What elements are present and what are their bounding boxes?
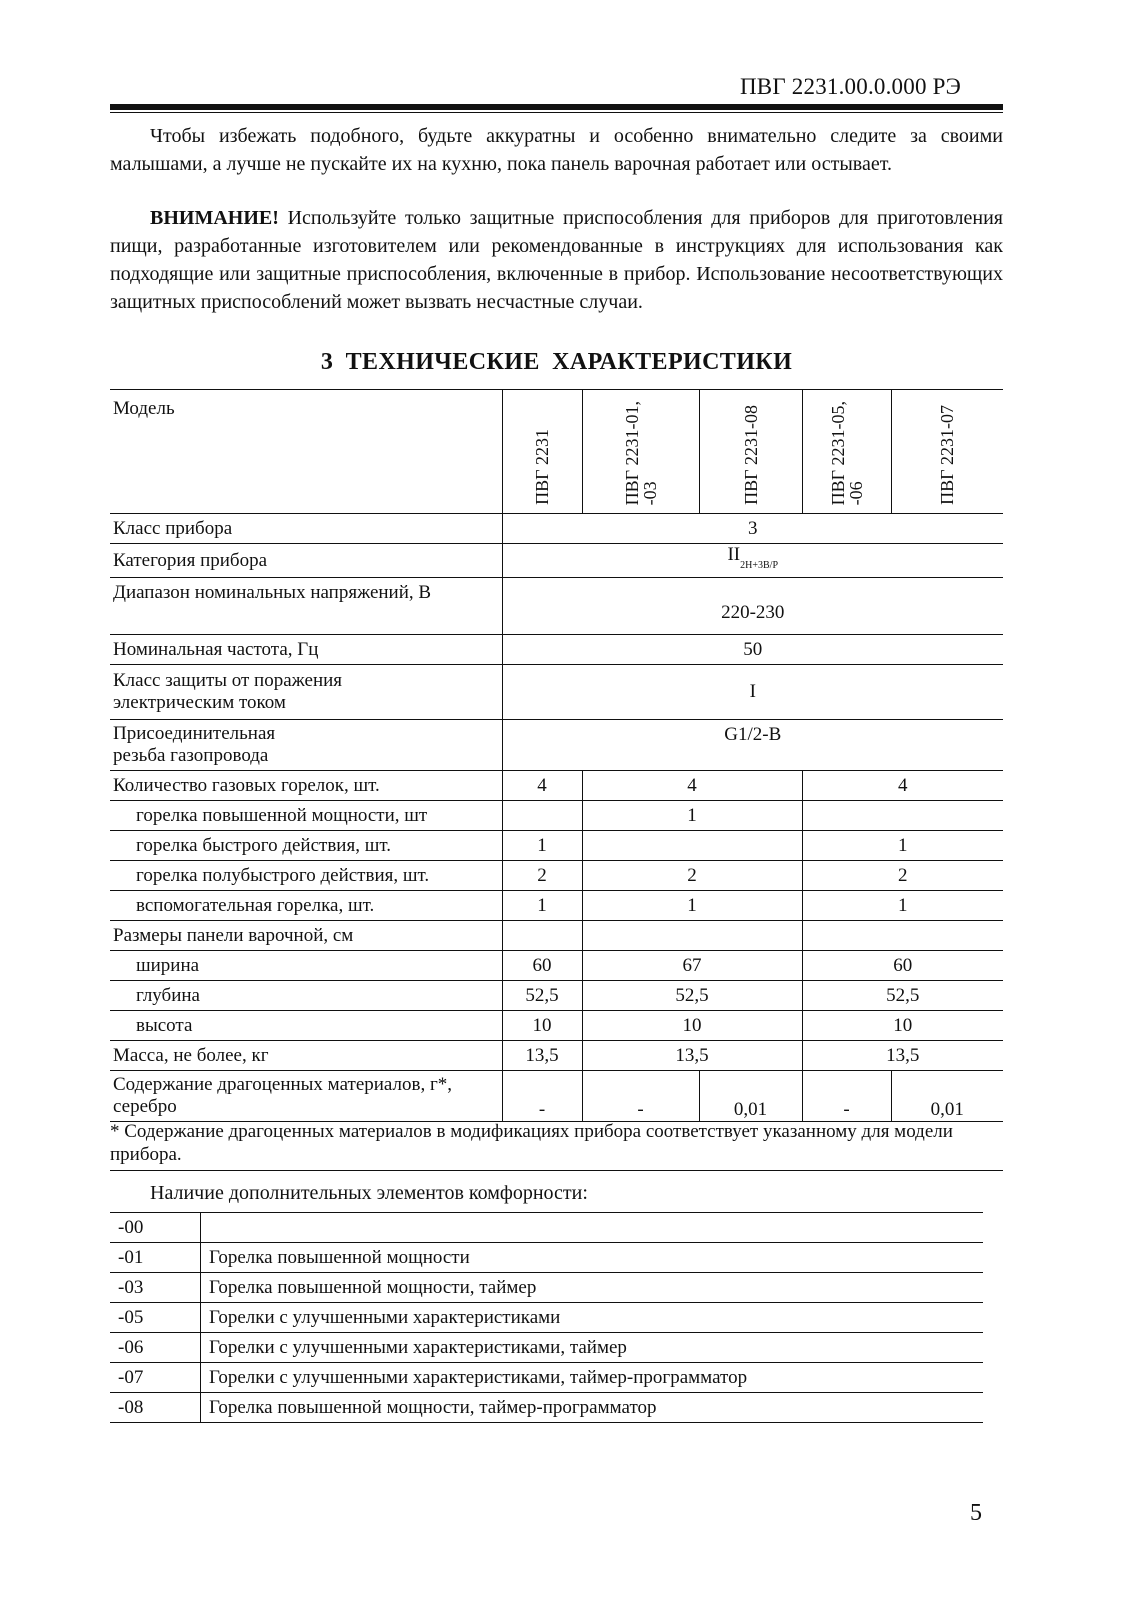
spec-row-burners xyxy=(110,771,1003,801)
cell: 2 xyxy=(802,861,1003,891)
extras-row xyxy=(110,1393,983,1423)
cell: 1 xyxy=(502,831,582,861)
row-label: ширина xyxy=(110,951,502,981)
extras-code: -03 xyxy=(110,1273,201,1303)
cell xyxy=(502,801,582,831)
cell: 52,5 xyxy=(802,981,1003,1011)
spec-row-semi-rapid xyxy=(110,861,1003,891)
extras-desc: Горелка повышенной мощности xyxy=(201,1243,984,1273)
row-value: 220-230 xyxy=(502,578,1003,635)
row-value: I xyxy=(502,665,1003,720)
spec-row-depth xyxy=(110,981,1003,1011)
model-label: Модель xyxy=(110,390,502,514)
category-subscript: 2H+3B/P xyxy=(740,560,779,571)
extras-row xyxy=(110,1213,983,1243)
cell: 1 xyxy=(502,891,582,921)
section-title: 3 ТЕХНИЧЕСКИЕ ХАРАКТЕРИСТИКИ xyxy=(320,349,793,375)
cell: 13,5 xyxy=(502,1041,582,1071)
spec-row-mass xyxy=(110,1041,1003,1071)
warning-paragraph xyxy=(110,204,1003,316)
spec-row-rapid xyxy=(110,831,1003,861)
document-code: ПВГ 2231.00.0.000 РЭ xyxy=(740,74,961,99)
model-header xyxy=(891,390,1003,514)
cell xyxy=(582,921,802,951)
row-label: вспомогательная горелка, шт. xyxy=(110,891,502,921)
extras-desc: Горелка повышенной мощности, таймер xyxy=(201,1273,984,1303)
extras-row xyxy=(110,1333,983,1363)
cell: 1 xyxy=(802,891,1003,921)
row-label: высота xyxy=(110,1011,502,1041)
cell xyxy=(502,921,582,951)
cell xyxy=(582,831,802,861)
extras-table xyxy=(110,1212,983,1423)
model-name: ПВГ 2231-05, -06 xyxy=(827,400,866,505)
cell: 60 xyxy=(802,951,1003,981)
page-number: 5 xyxy=(970,1500,982,1526)
spec-row-height xyxy=(110,1011,1003,1041)
cell: 10 xyxy=(502,1011,582,1041)
cell: - xyxy=(582,1071,699,1122)
model-header xyxy=(502,390,582,514)
extras-code: -07 xyxy=(110,1363,201,1393)
model-name: ПВГ 2231-07 xyxy=(937,405,958,505)
extras-desc: Горелки с улучшенными характеристиками xyxy=(201,1303,984,1333)
footnote: * Содержание драгоценных материалов в модификациях прибора соответствует указанному для модели прибора. xyxy=(110,1120,1003,1171)
row-label: Категория прибора xyxy=(110,544,502,578)
extras-code: -01 xyxy=(110,1243,201,1273)
row-label: горелка повышенной мощности, шт xyxy=(110,801,502,831)
cell: 13,5 xyxy=(582,1041,802,1071)
extras-desc xyxy=(201,1213,984,1243)
row-value: G1/2-B xyxy=(502,720,1003,771)
spec-row-thread xyxy=(110,720,1003,771)
row-label: горелка быстрого действия, шт. xyxy=(110,831,502,861)
cell: 0,01 xyxy=(699,1071,802,1122)
intro-paragraph: Чтобы избежать подобного, будьте аккуратны и особенно внимательно следите за своими малышами, а лучше не пускайте их на кухню, пока панель варочная работает или остывает. xyxy=(110,125,1003,175)
cell: 60 xyxy=(502,951,582,981)
extras-row xyxy=(110,1273,983,1303)
row-label-line: резьба газопровода xyxy=(113,745,269,766)
cell: 10 xyxy=(582,1011,802,1041)
cell: 2 xyxy=(582,861,802,891)
cell: 10 xyxy=(802,1011,1003,1041)
model-header xyxy=(582,390,699,514)
row-label: Номинальная частота, Гц xyxy=(110,635,502,665)
cell: 52,5 xyxy=(582,981,802,1011)
row-label: Диапазон номинальных напряжений, В xyxy=(110,578,502,635)
row-label-line: Присоединительная xyxy=(113,723,276,744)
cell: 4 xyxy=(582,771,802,801)
model-name: ПВГ 2231-08 xyxy=(740,405,761,505)
spec-row-width xyxy=(110,951,1003,981)
extras-code: -06 xyxy=(110,1333,201,1363)
warning-text: Используйте только защитные приспособления для приборов для приготовления пищи, разработанные изготовителем или рекомендованные в инструкциях для использования как подходящие или защитные приспособления, включенные в прибор. Использование несоответствующих защитных приспособлений может вызвать несчастные случаи. xyxy=(110,207,1003,313)
row-label: Масса, не более, кг xyxy=(110,1041,502,1071)
cell: 13,5 xyxy=(802,1041,1003,1071)
spec-row-model xyxy=(110,390,1003,514)
extras-desc: Горелки с улучшенными характеристиками, таймер xyxy=(201,1333,984,1363)
row-label xyxy=(110,1071,502,1122)
spec-row-protection xyxy=(110,665,1003,720)
spec-table xyxy=(110,389,1003,1122)
spec-row-category xyxy=(110,544,1003,578)
extras-desc: Горелки с улучшенными характеристиками, таймер-программатор xyxy=(201,1363,984,1393)
extras-row xyxy=(110,1303,983,1333)
model-header xyxy=(802,390,891,514)
cell: - xyxy=(802,1071,891,1122)
cell: - xyxy=(502,1071,582,1122)
model-header xyxy=(699,390,802,514)
row-label: Количество газовых горелок, шт. xyxy=(110,771,502,801)
extras-code: -00 xyxy=(110,1213,201,1243)
model-name: ПВГ 2231 xyxy=(532,429,552,505)
row-label-line: Содержание драгоценных материалов, г*, xyxy=(113,1074,453,1095)
cell: 1 xyxy=(582,801,802,831)
row-label-line: электрическим током xyxy=(113,692,286,713)
extras-code: -08 xyxy=(110,1393,201,1423)
warning-label: ВНИМАНИЕ! xyxy=(150,207,279,229)
spec-row-dimensions xyxy=(110,921,1003,951)
row-label xyxy=(110,665,502,720)
row-label: Размеры панели варочной, см xyxy=(110,921,502,951)
cell: 2 xyxy=(502,861,582,891)
spec-row-voltage xyxy=(110,578,1003,635)
extras-row xyxy=(110,1363,983,1393)
row-value xyxy=(502,544,1003,578)
extras-code: -05 xyxy=(110,1303,201,1333)
spec-row-precious xyxy=(110,1071,1003,1122)
cell: 52,5 xyxy=(502,981,582,1011)
cell: 0,01 xyxy=(891,1071,1003,1122)
cell: 1 xyxy=(802,831,1003,861)
model-name: ПВГ 2231-01, -03 xyxy=(621,400,660,505)
row-label: горелка полубыстрого действия, шт. xyxy=(110,861,502,891)
spec-row-frequency xyxy=(110,635,1003,665)
category-value: II xyxy=(727,544,741,565)
row-label xyxy=(110,720,502,771)
extras-title: Наличие дополнительных элементов комфорности: xyxy=(150,1182,588,1204)
cell: 67 xyxy=(582,951,802,981)
spec-row-aux xyxy=(110,891,1003,921)
row-label: глубина xyxy=(110,981,502,1011)
row-label: Класс прибора xyxy=(110,514,502,544)
row-value: 50 xyxy=(502,635,1003,665)
row-label-line: серебро xyxy=(113,1096,177,1117)
extras-desc: Горелка повышенной мощности, таймер-программатор xyxy=(201,1393,984,1423)
cell xyxy=(802,921,1003,951)
header-rule-thick xyxy=(110,104,1003,110)
row-value: 3 xyxy=(502,514,1003,544)
cell: 4 xyxy=(502,771,582,801)
spec-row-high-power xyxy=(110,801,1003,831)
cell xyxy=(802,801,1003,831)
row-label-line: Класс защиты от поражения xyxy=(113,670,343,691)
extras-row xyxy=(110,1243,983,1273)
cell: 1 xyxy=(582,891,802,921)
cell: 4 xyxy=(802,771,1003,801)
spec-row-class xyxy=(110,514,1003,544)
header-rule-thin xyxy=(110,112,1003,113)
